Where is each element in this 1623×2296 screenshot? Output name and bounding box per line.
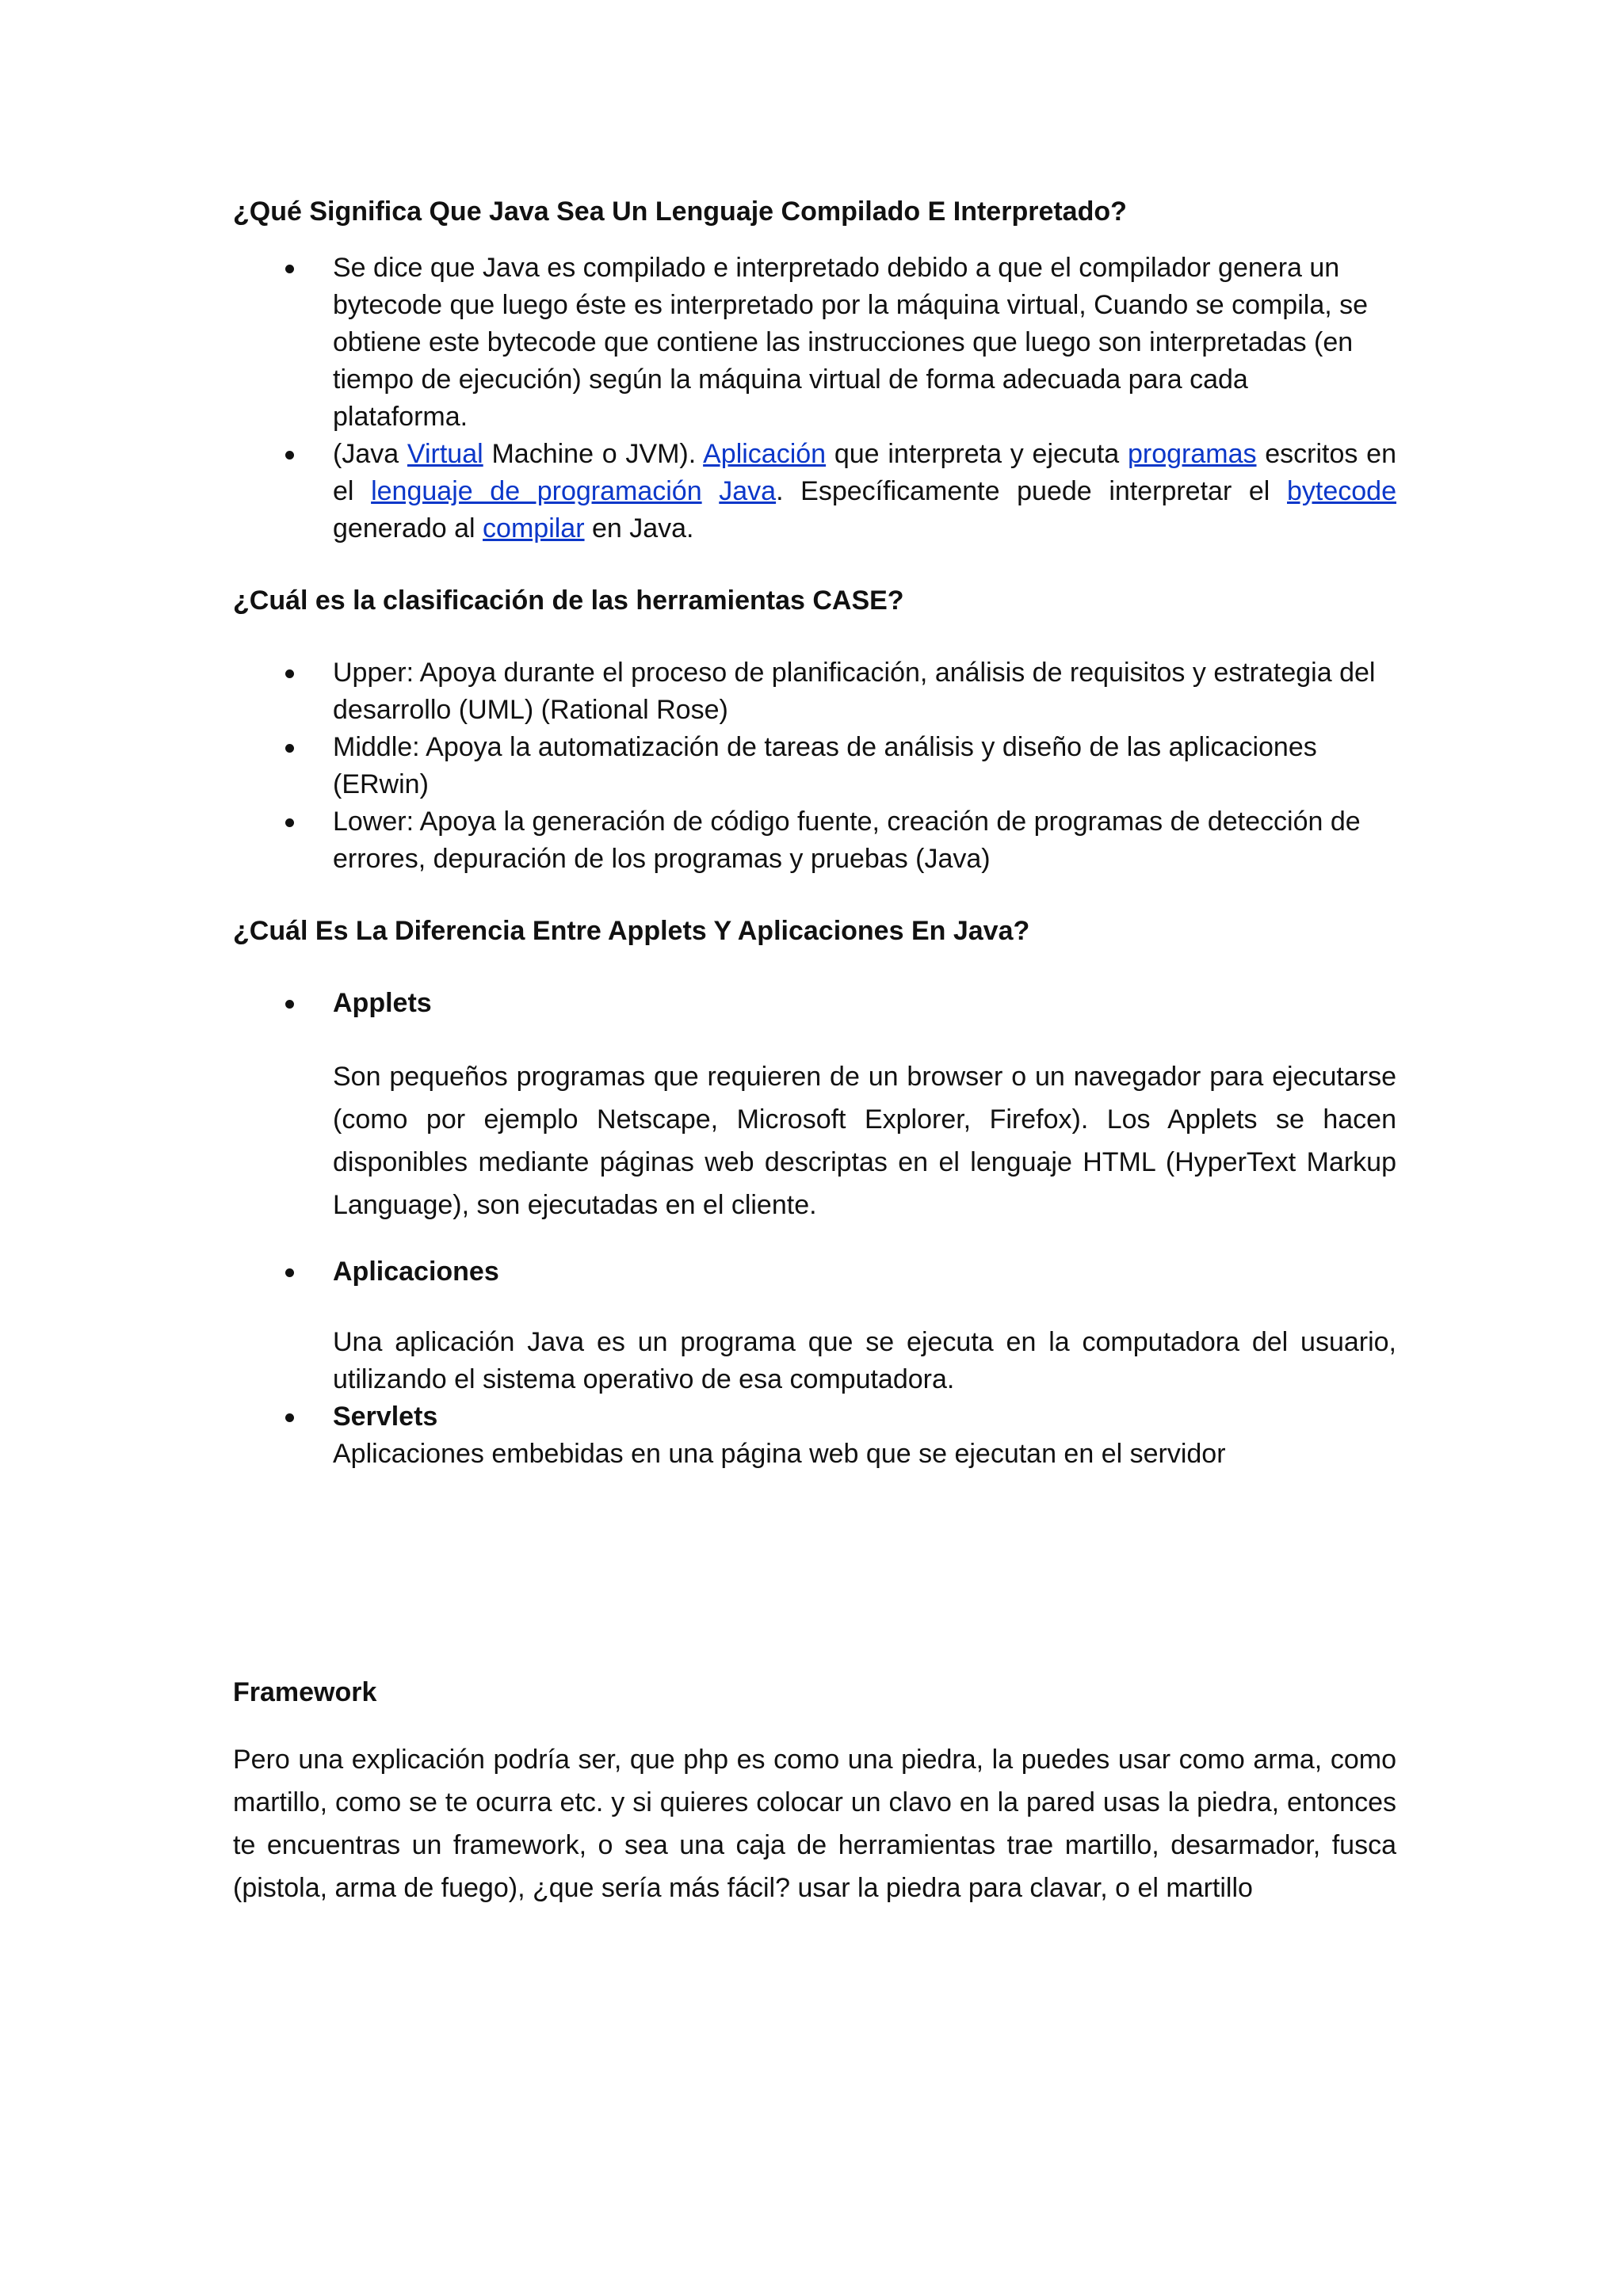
section-framework-title: Framework <box>233 1677 377 1707</box>
applets-heading: Applets <box>333 988 432 1018</box>
section-applets-list <box>233 985 1396 1022</box>
servlets-text: Aplicaciones embebidas en una página web que se ejecutan en el servidor <box>333 1439 1226 1469</box>
text-span: generado al <box>333 513 483 543</box>
section-applets-title: ¿Cuál Es La Diferencia Entre Applets Y Aplicaciones En Java? <box>233 916 1030 946</box>
section-java-compiled-list <box>233 250 1396 547</box>
list-item <box>233 436 1396 547</box>
section-aplicaciones-list <box>233 1253 1396 1291</box>
list-item <box>233 250 1396 436</box>
link-compilar[interactable]: compilar <box>483 513 585 543</box>
text-span: Machine o JVM). <box>483 439 704 469</box>
link-aplicacion[interactable]: Aplicación <box>703 439 827 469</box>
text-span: escritos en el <box>333 439 1396 506</box>
list-item <box>233 729 1396 803</box>
bullet-text: Upper: Apoya durante el proceso de planificación, análisis de requisitos y estrategia del desarrollo (UML) (Rational Rose) <box>333 658 1376 725</box>
bullet-text: Lower: Apoya la generación de código fuente, creación de programas de detección de errores, depuración de los programas y pruebas (Java) <box>333 807 1361 874</box>
list-item-servlets <box>233 1398 1396 1473</box>
list-item-applets <box>233 985 1396 1022</box>
list-item <box>233 654 1396 729</box>
text-span <box>702 476 720 506</box>
framework-paragraph: Pero una explicación podría ser, que php es como una piedra, la puedes usar como arma, como martillo, como se te ocurra etc. y si quieres colocar un clavo en la pared usas la piedra, entonces te encuentras un framework, o sea una caja de herramientas trae martillo, desarmador, fusca (pistola, arma de fuego), ¿que sería más fácil? usar la piedra para clavar, o el martillo <box>233 1745 1396 1903</box>
document-body <box>233 193 1396 1909</box>
section-java-compiled-title: ¿Qué Significa Que Java Sea Un Lenguaje Compilado E Interpretado? <box>233 196 1127 227</box>
applets-paragraph: Son pequeños programas que requieren de un browser o un navegador para ejecutarse (como por ejemplo Netscape, Microsoft Explorer, Firefox). Los Applets se hacen disponibles mediante páginas web descriptas en el lenguaje HTML (HyperText Markup Language), son ejecutadas en el cliente. <box>333 1062 1396 1220</box>
aplicaciones-heading: Aplicaciones <box>333 1257 499 1287</box>
link-programas[interactable]: programas <box>1127 439 1257 469</box>
text-span: que interpreta y ejecuta <box>826 439 1128 469</box>
list-item-aplicaciones <box>233 1253 1396 1291</box>
text-span: (Java <box>333 439 407 469</box>
link-lenguaje-de-programacion[interactable]: lenguaje de programación <box>371 476 702 506</box>
aplicaciones-paragraph: Una aplicación Java es un programa que se ejecuta en la computadora del usuario, utilizando el sistema operativo de esa computadora. <box>333 1327 1396 1394</box>
text-span: en Java. <box>584 513 694 543</box>
text-span: . Específicamente puede interpretar el <box>776 476 1287 506</box>
link-virtual[interactable]: Virtual <box>407 439 483 469</box>
list-item <box>233 803 1396 878</box>
section-case-tools-title: ¿Cuál es la clasificación de las herramientas CASE? <box>233 585 904 616</box>
section-case-tools-list <box>233 654 1396 878</box>
bullet-text: Middle: Apoya la automatización de tareas de análisis y diseño de las aplicaciones (ERwin) <box>333 732 1317 799</box>
link-java[interactable]: Java <box>719 476 777 506</box>
servlets-heading: Servlets <box>333 1402 438 1432</box>
bullet-text: Se dice que Java es compilado e interpretado debido a que el compilador genera un bytecode que luego éste es interpretado por la máquina virtual, Cuando se compila, se obtiene este bytecode que contiene las instrucciones que luego son interpretadas (en tiempo de ejecución) según la máquina virtual de forma adecuada para cada plataforma. <box>333 253 1369 432</box>
link-bytecode[interactable]: bytecode <box>1287 476 1396 506</box>
section-servlets-list <box>233 1398 1396 1473</box>
